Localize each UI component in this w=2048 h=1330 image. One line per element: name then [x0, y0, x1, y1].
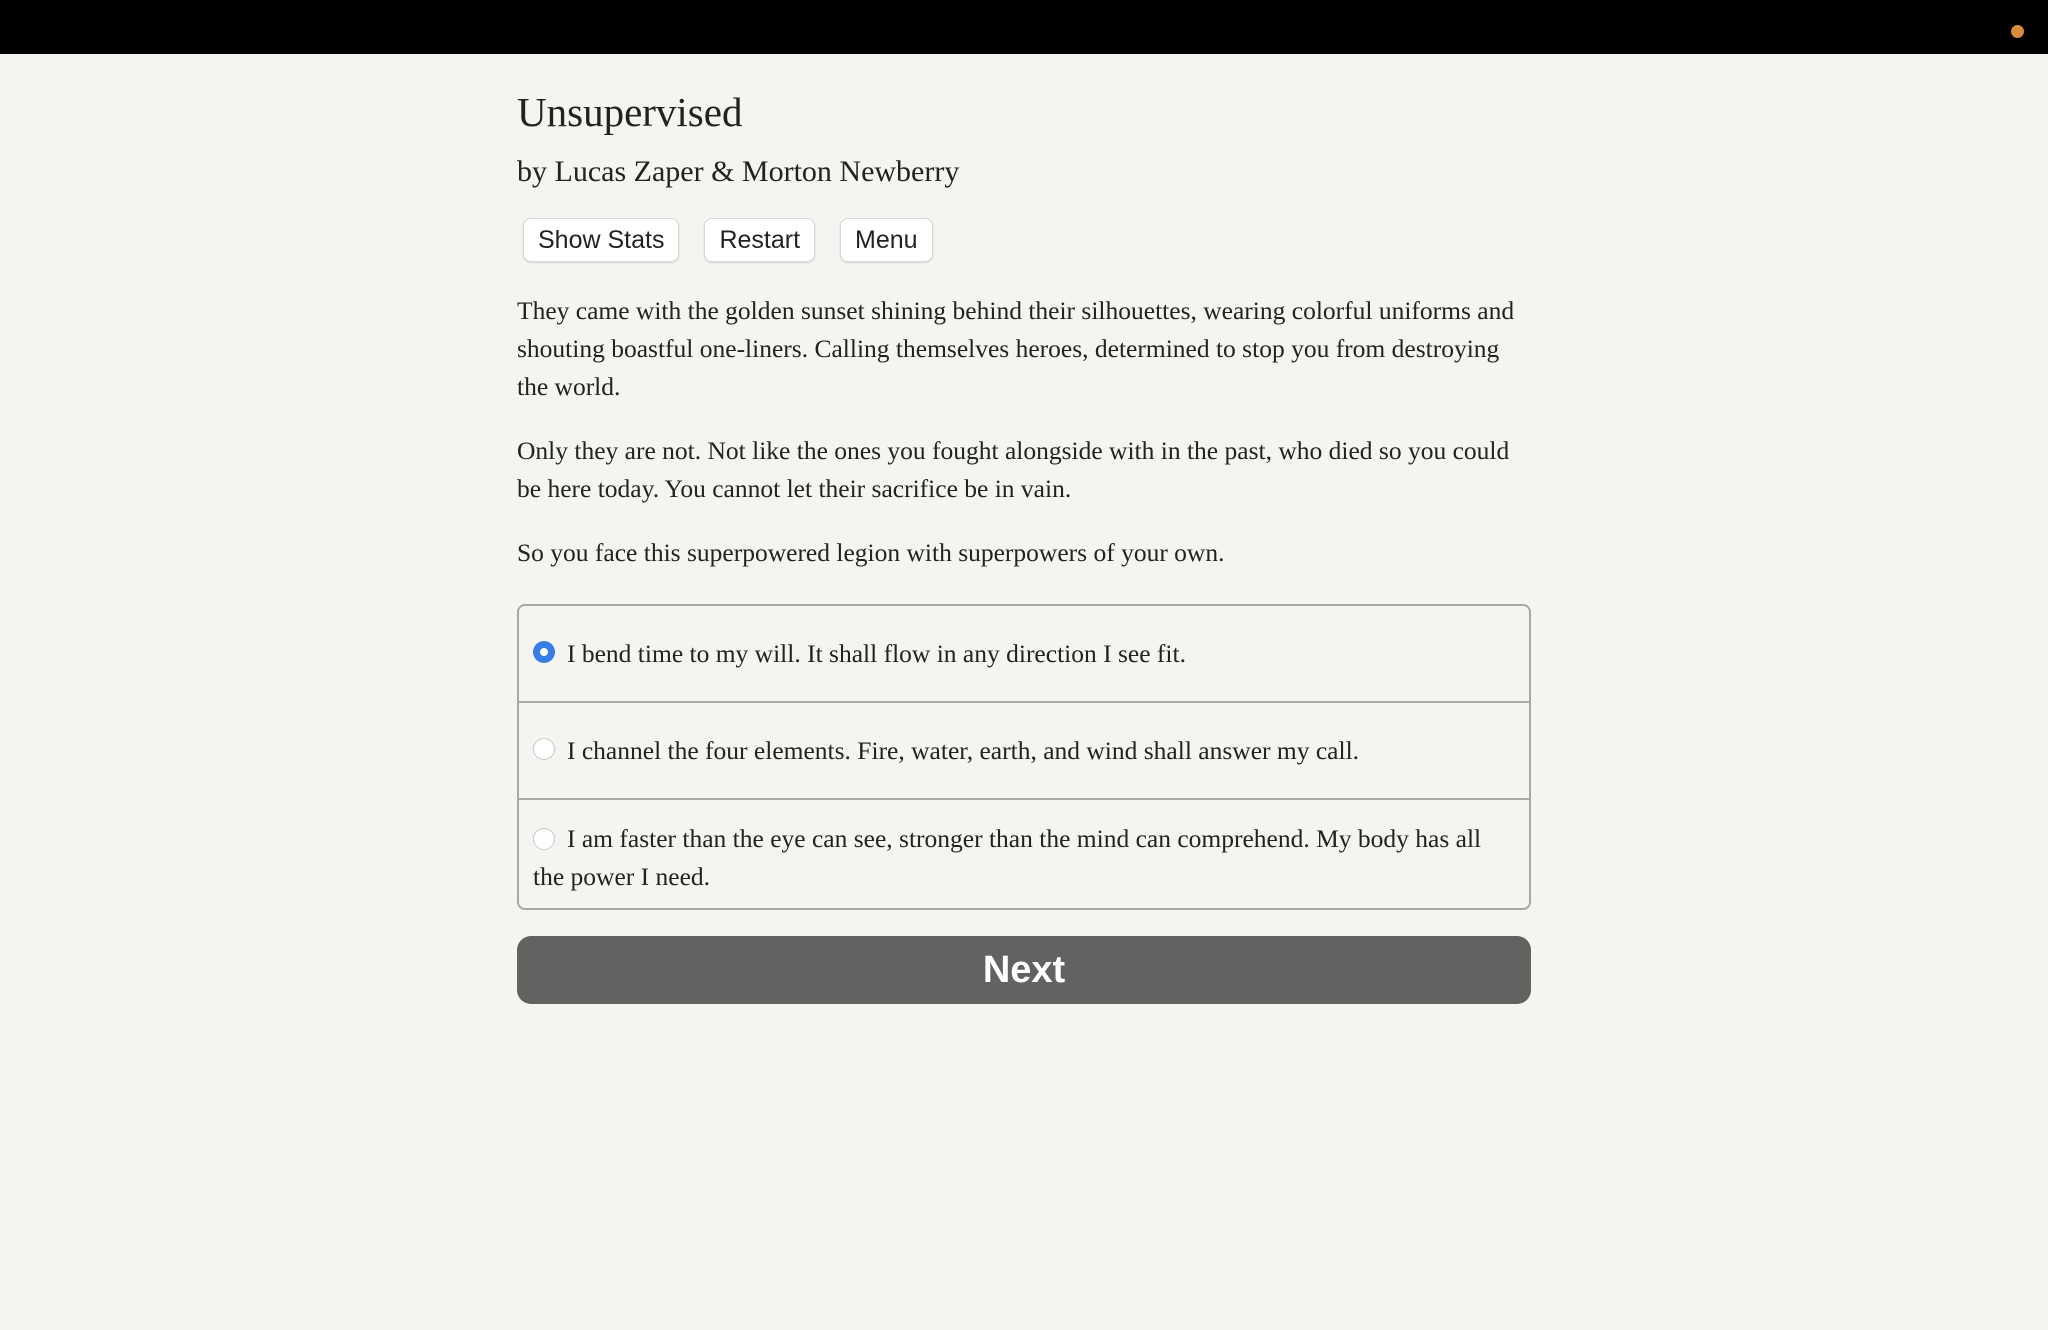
radio-unselected-icon[interactable]: [533, 828, 555, 850]
choice-list: [517, 604, 1531, 910]
top-bar: [0, 0, 2048, 54]
restart-button[interactable]: Restart: [704, 218, 815, 262]
next-button[interactable]: Next: [517, 936, 1531, 1004]
choice-option-time[interactable]: [519, 606, 1529, 701]
show-stats-button[interactable]: Show Stats: [523, 218, 679, 262]
choice-label: I am faster than the eye can see, stronger than the mind can comprehend. My body has all the power I need.: [533, 824, 1482, 891]
menu-button[interactable]: Menu: [840, 218, 933, 262]
choice-option-body[interactable]: [519, 798, 1529, 908]
choice-option-elements[interactable]: [519, 701, 1529, 798]
story-paragraph: They came with the golden sunset shining behind their silhouettes, wearing colorful uniforms and shouting boastful one-liners. Calling themselves heroes, determined to stop you from destroying the world.: [517, 296, 1515, 401]
story-paragraph: Only they are not. Not like the ones you fought alongside with in the past, who died so you could be here today. You cannot let their sacrifice be in vain.: [517, 436, 1510, 503]
game-container: [517, 54, 1531, 1004]
game-title: Unsupervised: [517, 89, 743, 135]
radio-selected-icon[interactable]: [533, 641, 555, 663]
radio-unselected-icon[interactable]: [533, 738, 555, 760]
choice-label: I channel the four elements. Fire, water, earth, and wind shall answer my call.: [567, 735, 1360, 765]
choice-label: I bend time to my will. It shall flow in any direction I see fit.: [567, 638, 1186, 668]
story-paragraph: So you face this superpowered legion with superpowers of your own.: [517, 538, 1225, 567]
game-author: by Lucas Zaper & Morton Newberry: [517, 155, 960, 188]
status-dot-icon: [2011, 25, 2024, 38]
toolbar: [517, 218, 1531, 262]
